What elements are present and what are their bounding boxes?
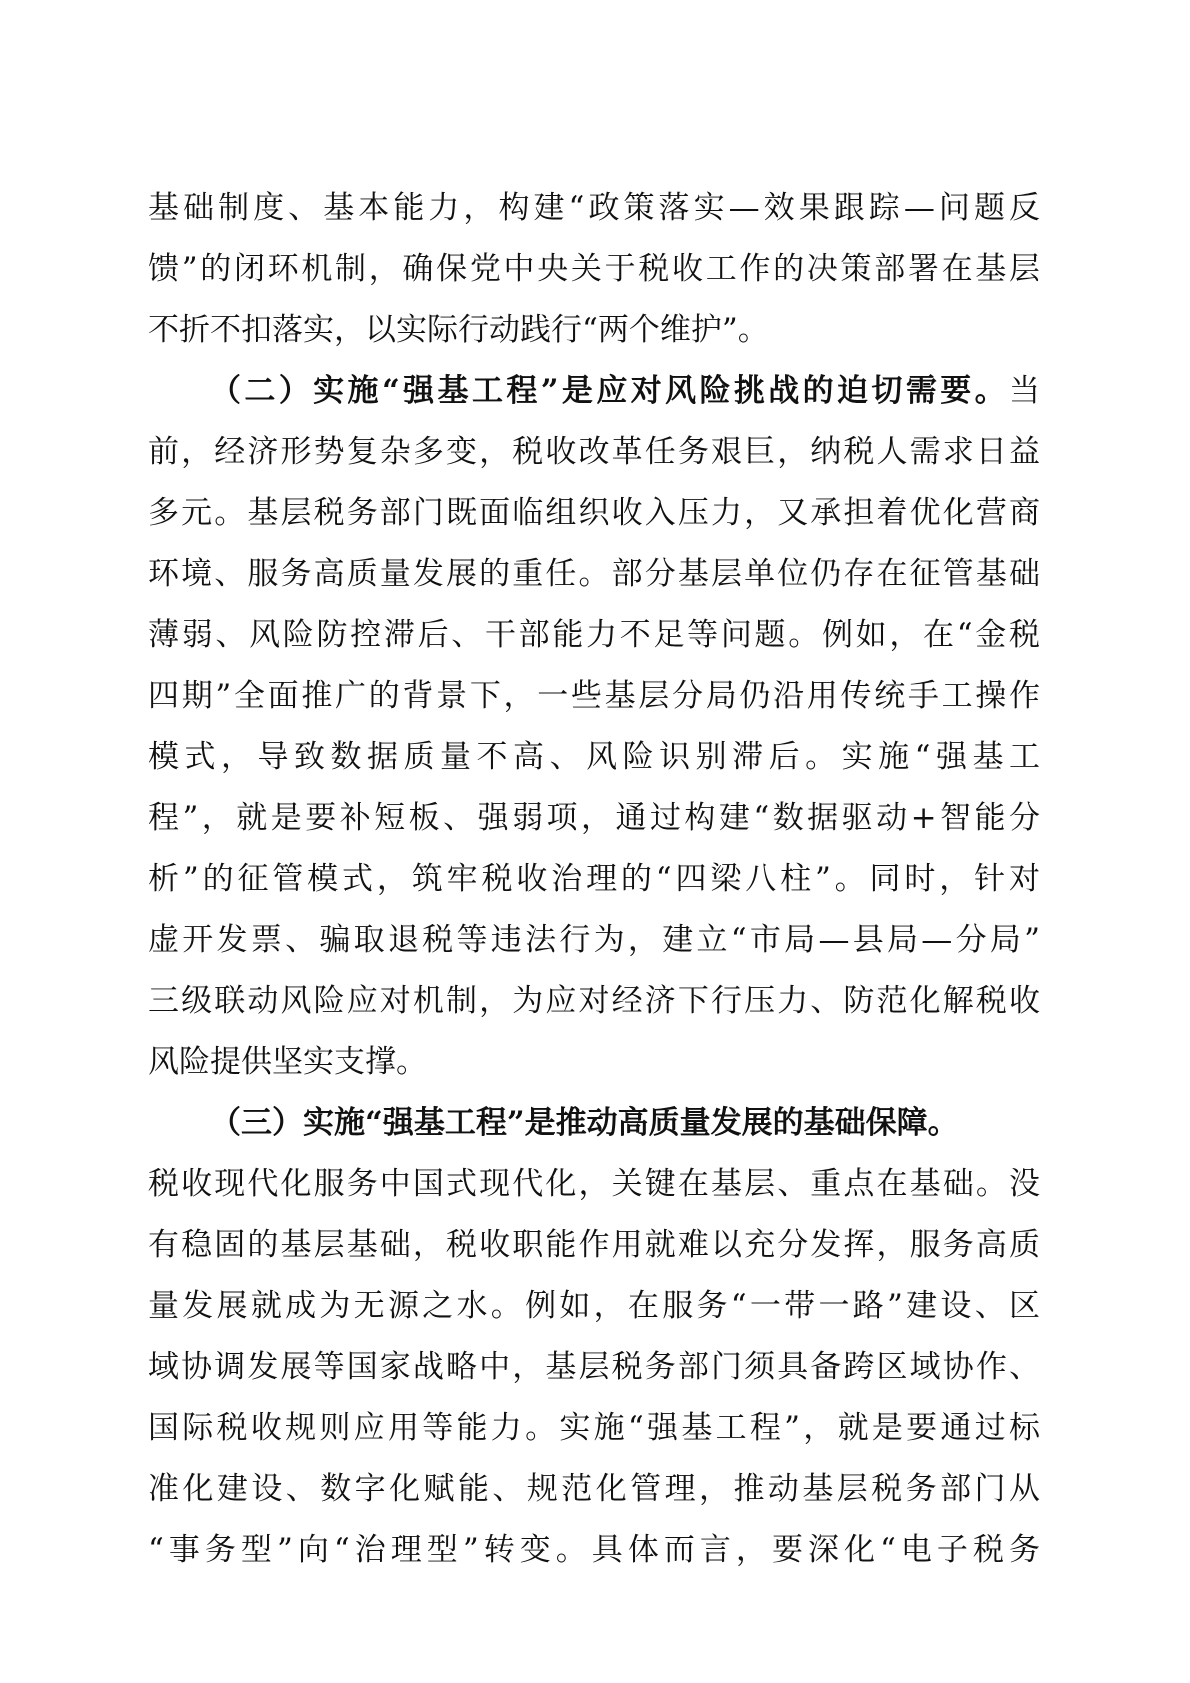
text-line: 多元。基层税务部门既面临组织收入压力，又承担着优化营商: [148, 495, 1040, 531]
paragraph-2: [148, 361, 1040, 1093]
text-line: 虚开发票、骗取退税等违法行为，建立“市局—县局—分局”: [148, 922, 1040, 958]
text-line: 税收现代化服务中国式现代化，关键在基层、重点在基础。没: [148, 1166, 1040, 1202]
text-line: 三级联动风险应对机制，为应对经济下行压力、防范化解税收: [148, 983, 1040, 1019]
text-line: 基础制度、基本能力，构建“政策落实—效果跟踪—问题反: [148, 190, 1040, 226]
text-line: 国际税收规则应用等能力。实施“强基工程”，就是要通过标: [148, 1410, 1040, 1446]
text-line: 模式，导致数据质量不高、风险识别滞后。实施“强基工: [148, 739, 1040, 775]
text-line: “事务型”向“治理型”转变。具体而言，要深化“电子税务: [148, 1532, 1040, 1568]
text-line: 薄弱、风险防控滞后、干部能力不足等问题。例如，在“金税: [148, 617, 1040, 653]
text-line: 四期”全面推广的背景下，一些基层分局仍沿用传统手工操作: [148, 678, 1040, 714]
paragraph-3: [148, 1093, 1040, 1581]
section-heading-2: （二）实施“强基工程”是应对风险挑战的迫切需要。: [210, 373, 1009, 409]
paragraph-1: [148, 178, 1040, 361]
heading-line: [148, 361, 1040, 422]
text-line: 准化建设、数字化赋能、规范化管理，推动基层税务部门从: [148, 1471, 1040, 1507]
text-line: 前，经济形势复杂多变，税收改革任务艰巨，纳税人需求日益: [148, 434, 1040, 470]
section-heading-3: （三）实施“强基工程”是推动高质量发展的基础保障。: [210, 1105, 959, 1141]
text-line: 程”，就是要补短板、强弱项，通过构建“数据驱动+智能分: [148, 800, 1040, 836]
document-body: [148, 178, 1040, 1581]
heading-line: [148, 1093, 1040, 1154]
text-line: 有稳固的基层基础，税收职能作用就难以充分发挥，服务高质: [148, 1227, 1040, 1263]
text-line: 环境、服务高质量发展的重任。部分基层单位仍存在征管基础: [148, 556, 1040, 592]
text-line: 风险提供坚实支撑。: [148, 1044, 427, 1080]
text-line: 量发展就成为无源之水。例如，在服务“一带一路”建设、区: [148, 1288, 1040, 1324]
text-line: 馈”的闭环机制，确保党中央关于税收工作的决策部署在基层: [148, 251, 1040, 287]
heading-line-rest: 当: [1009, 373, 1040, 409]
text-line: 析”的征管模式，筑牢税收治理的“四梁八柱”。同时，针对: [148, 861, 1040, 897]
text-line: 域协调发展等国家战略中，基层税务部门须具备跨区域协作、: [148, 1349, 1040, 1385]
text-line: 不折不扣落实，以实际行动践行“两个维护”。: [148, 312, 769, 348]
